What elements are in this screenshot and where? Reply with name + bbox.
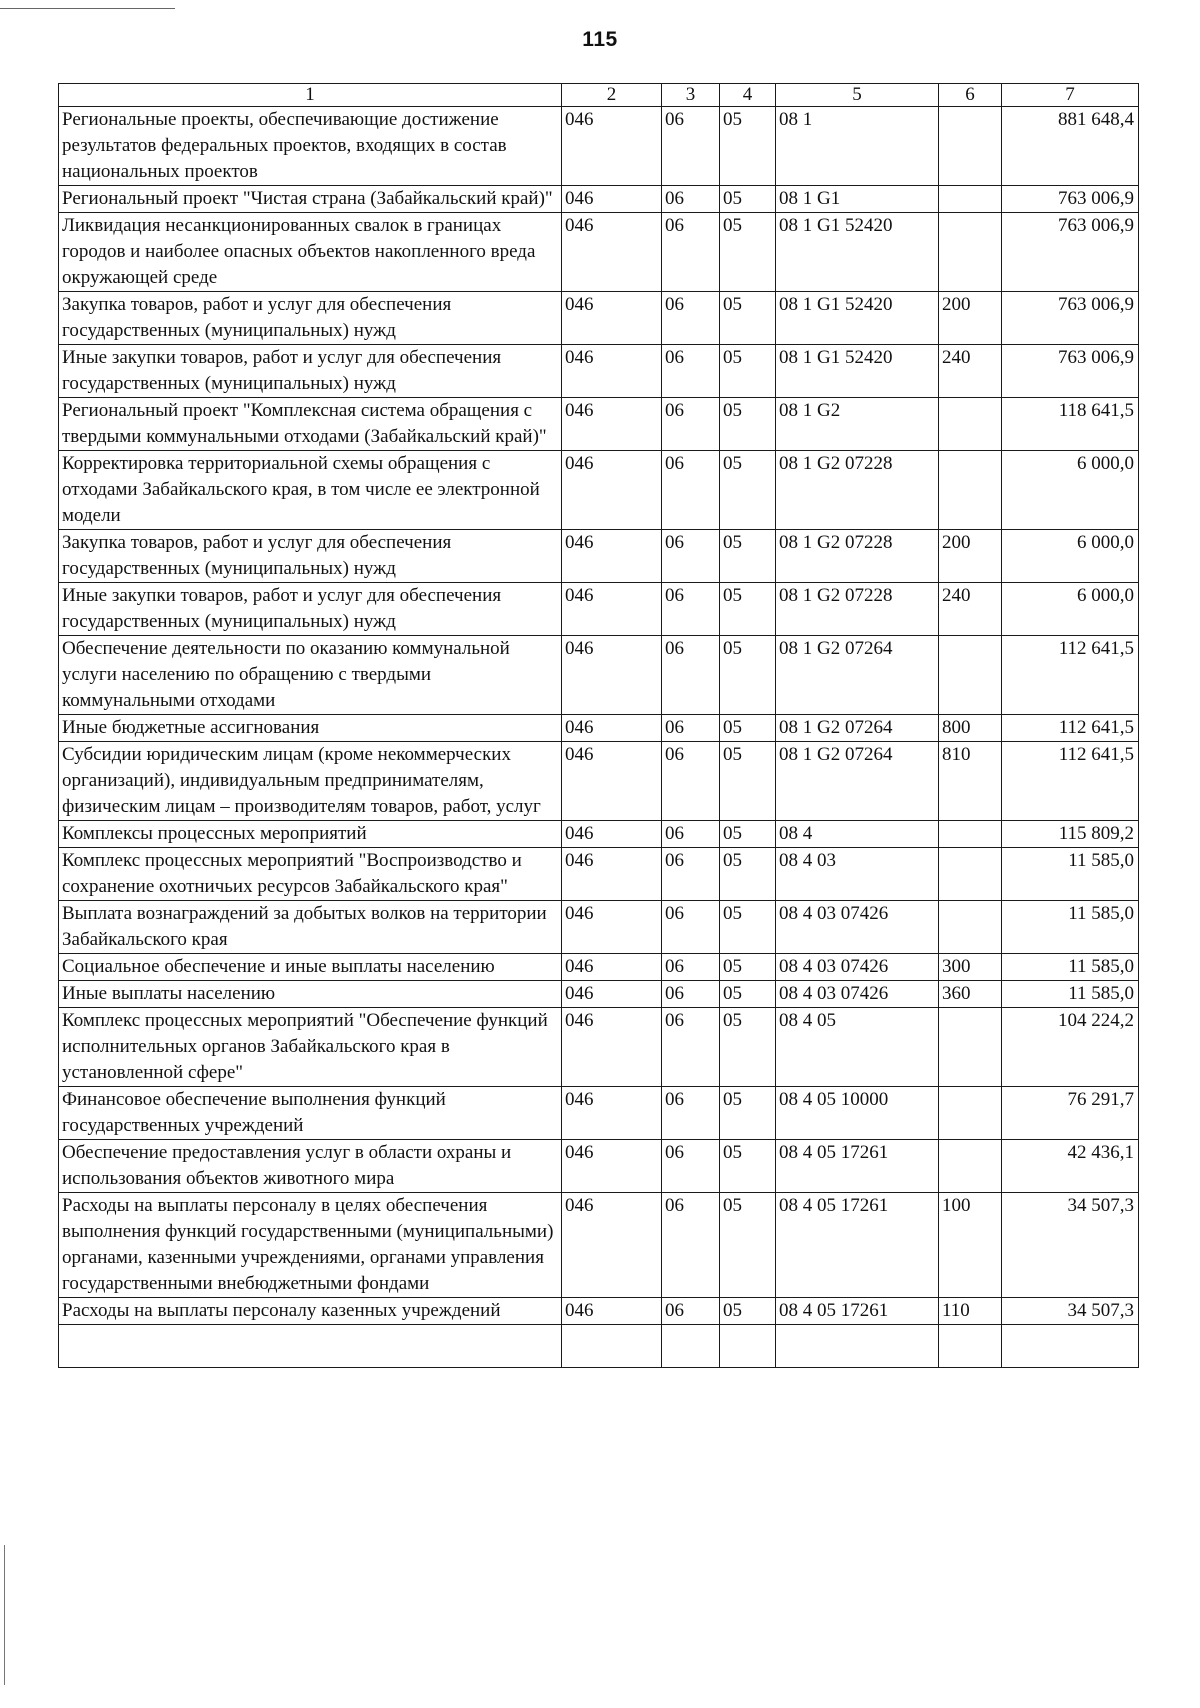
subsection-code-cell: 05 (720, 398, 776, 451)
ministry-code-cell: 046 (562, 398, 662, 451)
scan-edge-line (4, 1545, 5, 1685)
table-row (59, 398, 1139, 451)
expense-type-cell: 200 (939, 530, 1002, 583)
page-number: 115 (582, 28, 618, 51)
amount-cell: 115 809,2 (1002, 821, 1139, 848)
subsection-code-cell: 05 (720, 1087, 776, 1140)
section-code-cell: 06 (662, 107, 720, 186)
expense-type-cell (939, 1140, 1002, 1193)
expense-name-cell: Выплата вознаграждений за добытых волков на территории Забайкальского края (59, 901, 562, 954)
ministry-code-cell: 046 (562, 186, 662, 213)
ministry-code-cell: 046 (562, 848, 662, 901)
subsection-code-cell: 05 (720, 1298, 776, 1325)
ministry-code-cell: 046 (562, 1087, 662, 1140)
section-code-cell: 06 (662, 848, 720, 901)
expense-type-cell (939, 107, 1002, 186)
expense-name-cell: Субсидии юридическим лицам (кроме некоммерческих организаций), индивидуальным предпринимателям, физическим лицам – производителям товаров, работ, услуг (59, 742, 562, 821)
expense-name-cell: Закупка товаров, работ и услуг для обеспечения государственных (муниципальных) нужд (59, 292, 562, 345)
section-code-cell: 06 (662, 901, 720, 954)
target-article-cell: 08 4 03 07426 (776, 981, 939, 1008)
section-code-cell: 06 (662, 1087, 720, 1140)
section-code-cell: 06 (662, 821, 720, 848)
expense-type-cell: 360 (939, 981, 1002, 1008)
empty-cell (776, 1325, 939, 1368)
section-code-cell: 06 (662, 530, 720, 583)
target-article-cell: 08 4 03 07426 (776, 901, 939, 954)
target-article-cell: 08 4 03 07426 (776, 954, 939, 981)
expense-name-cell: Региональный проект "Комплексная система обращения с твердыми коммунальными отходами (Забайкальский край)" (59, 398, 562, 451)
empty-cell (1002, 1325, 1139, 1368)
section-code-cell: 06 (662, 742, 720, 821)
target-article-cell: 08 1 (776, 107, 939, 186)
ministry-code-cell: 046 (562, 292, 662, 345)
expense-name-cell: Социальное обеспечение и иные выплаты населению (59, 954, 562, 981)
table-row (59, 107, 1139, 186)
empty-cell (562, 1325, 662, 1368)
amount-cell: 6 000,0 (1002, 530, 1139, 583)
amount-cell: 6 000,0 (1002, 451, 1139, 530)
table-row (59, 1298, 1139, 1325)
empty-table-row (59, 1325, 1139, 1368)
target-article-cell: 08 1 G2 07228 (776, 451, 939, 530)
expense-type-cell (939, 1087, 1002, 1140)
ministry-code-cell: 046 (562, 345, 662, 398)
table-row (59, 715, 1139, 742)
target-article-cell: 08 1 G2 07228 (776, 530, 939, 583)
amount-cell: 763 006,9 (1002, 292, 1139, 345)
subsection-code-cell: 05 (720, 1140, 776, 1193)
expense-type-cell: 240 (939, 345, 1002, 398)
expense-type-cell: 300 (939, 954, 1002, 981)
subsection-code-cell: 05 (720, 901, 776, 954)
expense-type-cell (939, 821, 1002, 848)
empty-cell (59, 1325, 562, 1368)
column-header: 3 (662, 84, 720, 107)
table-row (59, 1140, 1139, 1193)
target-article-cell: 08 1 G2 07228 (776, 583, 939, 636)
amount-cell: 118 641,5 (1002, 398, 1139, 451)
amount-cell: 881 648,4 (1002, 107, 1139, 186)
target-article-cell: 08 1 G1 (776, 186, 939, 213)
budget-table (58, 83, 1139, 1368)
expense-name-cell: Иные закупки товаров, работ и услуг для обеспечения государственных (муниципальных) нужд (59, 345, 562, 398)
section-code-cell: 06 (662, 186, 720, 213)
subsection-code-cell: 05 (720, 345, 776, 398)
ministry-code-cell: 046 (562, 1008, 662, 1087)
amount-cell: 42 436,1 (1002, 1140, 1139, 1193)
expense-type-cell: 810 (939, 742, 1002, 821)
column-header: 6 (939, 84, 1002, 107)
amount-cell: 11 585,0 (1002, 901, 1139, 954)
amount-cell: 76 291,7 (1002, 1087, 1139, 1140)
expense-type-cell: 100 (939, 1193, 1002, 1298)
section-code-cell: 06 (662, 213, 720, 292)
table-row (59, 821, 1139, 848)
target-article-cell: 08 4 05 17261 (776, 1140, 939, 1193)
ministry-code-cell: 046 (562, 107, 662, 186)
target-article-cell: 08 1 G2 (776, 398, 939, 451)
column-number-row (59, 84, 1139, 107)
subsection-code-cell: 05 (720, 1193, 776, 1298)
expense-name-cell: Региональный проект "Чистая страна (Забайкальский край)" (59, 186, 562, 213)
amount-cell: 34 507,3 (1002, 1193, 1139, 1298)
target-article-cell: 08 4 03 (776, 848, 939, 901)
column-header: 4 (720, 84, 776, 107)
section-code-cell: 06 (662, 398, 720, 451)
amount-cell: 763 006,9 (1002, 213, 1139, 292)
expense-name-cell: Закупка товаров, работ и услуг для обеспечения государственных (муниципальных) нужд (59, 530, 562, 583)
subsection-code-cell: 05 (720, 981, 776, 1008)
section-code-cell: 06 (662, 981, 720, 1008)
table-row (59, 981, 1139, 1008)
subsection-code-cell: 05 (720, 715, 776, 742)
target-article-cell: 08 1 G1 52420 (776, 292, 939, 345)
expense-type-cell: 200 (939, 292, 1002, 345)
subsection-code-cell: 05 (720, 213, 776, 292)
subsection-code-cell: 05 (720, 186, 776, 213)
expense-name-cell: Обеспечение предоставления услуг в области охраны и использования объектов животного мира (59, 1140, 562, 1193)
section-code-cell: 06 (662, 292, 720, 345)
subsection-code-cell: 05 (720, 848, 776, 901)
ministry-code-cell: 046 (562, 583, 662, 636)
section-code-cell: 06 (662, 1140, 720, 1193)
ministry-code-cell: 046 (562, 954, 662, 981)
expense-type-cell: 240 (939, 583, 1002, 636)
ministry-code-cell: 046 (562, 1193, 662, 1298)
ministry-code-cell: 046 (562, 981, 662, 1008)
target-article-cell: 08 4 05 17261 (776, 1193, 939, 1298)
expense-type-cell: 110 (939, 1298, 1002, 1325)
expense-name-cell: Иные закупки товаров, работ и услуг для обеспечения государственных (муниципальных) нужд (59, 583, 562, 636)
expense-type-cell (939, 636, 1002, 715)
amount-cell: 6 000,0 (1002, 583, 1139, 636)
amount-cell: 11 585,0 (1002, 981, 1139, 1008)
target-article-cell: 08 4 05 (776, 1008, 939, 1087)
section-code-cell: 06 (662, 1193, 720, 1298)
table-row (59, 1087, 1139, 1140)
column-header: 5 (776, 84, 939, 107)
amount-cell: 112 641,5 (1002, 742, 1139, 821)
scan-edge-line (0, 8, 175, 9)
expense-name-cell: Комплексы процессных мероприятий (59, 821, 562, 848)
table-row (59, 530, 1139, 583)
section-code-cell: 06 (662, 451, 720, 530)
subsection-code-cell: 05 (720, 451, 776, 530)
section-code-cell: 06 (662, 954, 720, 981)
column-header: 7 (1002, 84, 1139, 107)
expense-name-cell: Расходы на выплаты персоналу в целях обеспечения выполнения функций государственными (муниципальными) органами, казенными учреждениями, органами управления государственными внебюджетными фондами (59, 1193, 562, 1298)
table-body (59, 107, 1139, 1368)
subsection-code-cell: 05 (720, 742, 776, 821)
subsection-code-cell: 05 (720, 583, 776, 636)
subsection-code-cell: 05 (720, 107, 776, 186)
amount-cell: 763 006,9 (1002, 345, 1139, 398)
expense-type-cell (939, 186, 1002, 213)
expense-name-cell: Комплекс процессных мероприятий "Воспроизводство и сохранение охотничьих ресурсов Забайкальского края" (59, 848, 562, 901)
amount-cell: 11 585,0 (1002, 954, 1139, 981)
amount-cell: 763 006,9 (1002, 186, 1139, 213)
table-row (59, 636, 1139, 715)
target-article-cell: 08 4 (776, 821, 939, 848)
expense-name-cell: Финансовое обеспечение выполнения функций государственных учреждений (59, 1087, 562, 1140)
table-row (59, 213, 1139, 292)
amount-cell: 112 641,5 (1002, 715, 1139, 742)
table-row (59, 451, 1139, 530)
amount-cell: 11 585,0 (1002, 848, 1139, 901)
expense-type-cell (939, 398, 1002, 451)
target-article-cell: 08 1 G1 52420 (776, 345, 939, 398)
target-article-cell: 08 1 G1 52420 (776, 213, 939, 292)
target-article-cell: 08 1 G2 07264 (776, 742, 939, 821)
table-row (59, 583, 1139, 636)
ministry-code-cell: 046 (562, 821, 662, 848)
amount-cell: 104 224,2 (1002, 1008, 1139, 1087)
section-code-cell: 06 (662, 345, 720, 398)
expense-name-cell: Комплекс процессных мероприятий "Обеспечение функций исполнительных органов Забайкальского края в установленной сфере" (59, 1008, 562, 1087)
expense-name-cell: Иные выплаты населению (59, 981, 562, 1008)
amount-cell: 34 507,3 (1002, 1298, 1139, 1325)
table-header (59, 84, 1139, 107)
expense-type-cell (939, 1008, 1002, 1087)
expense-type-cell (939, 848, 1002, 901)
section-code-cell: 06 (662, 1298, 720, 1325)
section-code-cell: 06 (662, 1008, 720, 1087)
empty-cell (662, 1325, 720, 1368)
ministry-code-cell: 046 (562, 1298, 662, 1325)
ministry-code-cell: 046 (562, 901, 662, 954)
expense-name-cell: Региональные проекты, обеспечивающие достижение результатов федеральных проектов, входящих в состав национальных проектов (59, 107, 562, 186)
table-row (59, 1193, 1139, 1298)
expense-name-cell: Расходы на выплаты персоналу казенных учреждений (59, 1298, 562, 1325)
table-row (59, 292, 1139, 345)
table-row (59, 848, 1139, 901)
section-code-cell: 06 (662, 636, 720, 715)
table-row (59, 1008, 1139, 1087)
subsection-code-cell: 05 (720, 292, 776, 345)
table-row (59, 901, 1139, 954)
expense-type-cell: 800 (939, 715, 1002, 742)
subsection-code-cell: 05 (720, 1008, 776, 1087)
section-code-cell: 06 (662, 583, 720, 636)
ministry-code-cell: 046 (562, 530, 662, 583)
table-row (59, 742, 1139, 821)
expense-name-cell: Обеспечение деятельности по оказанию коммунальной услуги населению по обращению с твердыми коммунальными отходами (59, 636, 562, 715)
amount-cell: 112 641,5 (1002, 636, 1139, 715)
empty-cell (720, 1325, 776, 1368)
column-header: 2 (562, 84, 662, 107)
section-code-cell: 06 (662, 715, 720, 742)
empty-cell (939, 1325, 1002, 1368)
subsection-code-cell: 05 (720, 954, 776, 981)
subsection-code-cell: 05 (720, 530, 776, 583)
target-article-cell: 08 1 G2 07264 (776, 715, 939, 742)
subsection-code-cell: 05 (720, 636, 776, 715)
expense-type-cell (939, 901, 1002, 954)
ministry-code-cell: 046 (562, 1140, 662, 1193)
ministry-code-cell: 046 (562, 213, 662, 292)
target-article-cell: 08 4 05 17261 (776, 1298, 939, 1325)
expense-name-cell: Корректировка территориальной схемы обращения с отходами Забайкальского края, в том числе ее электронной модели (59, 451, 562, 530)
ministry-code-cell: 046 (562, 636, 662, 715)
table-row (59, 186, 1139, 213)
expense-name-cell: Ликвидация несанкционированных свалок в границах городов и наиболее опасных объектов накопленного вреда окружающей среде (59, 213, 562, 292)
expense-name-cell: Иные бюджетные ассигнования (59, 715, 562, 742)
ministry-code-cell: 046 (562, 715, 662, 742)
target-article-cell: 08 4 05 10000 (776, 1087, 939, 1140)
target-article-cell: 08 1 G2 07264 (776, 636, 939, 715)
ministry-code-cell: 046 (562, 451, 662, 530)
table-row (59, 345, 1139, 398)
subsection-code-cell: 05 (720, 821, 776, 848)
ministry-code-cell: 046 (562, 742, 662, 821)
expense-type-cell (939, 451, 1002, 530)
table-row (59, 954, 1139, 981)
column-header: 1 (59, 84, 562, 107)
expense-type-cell (939, 213, 1002, 292)
